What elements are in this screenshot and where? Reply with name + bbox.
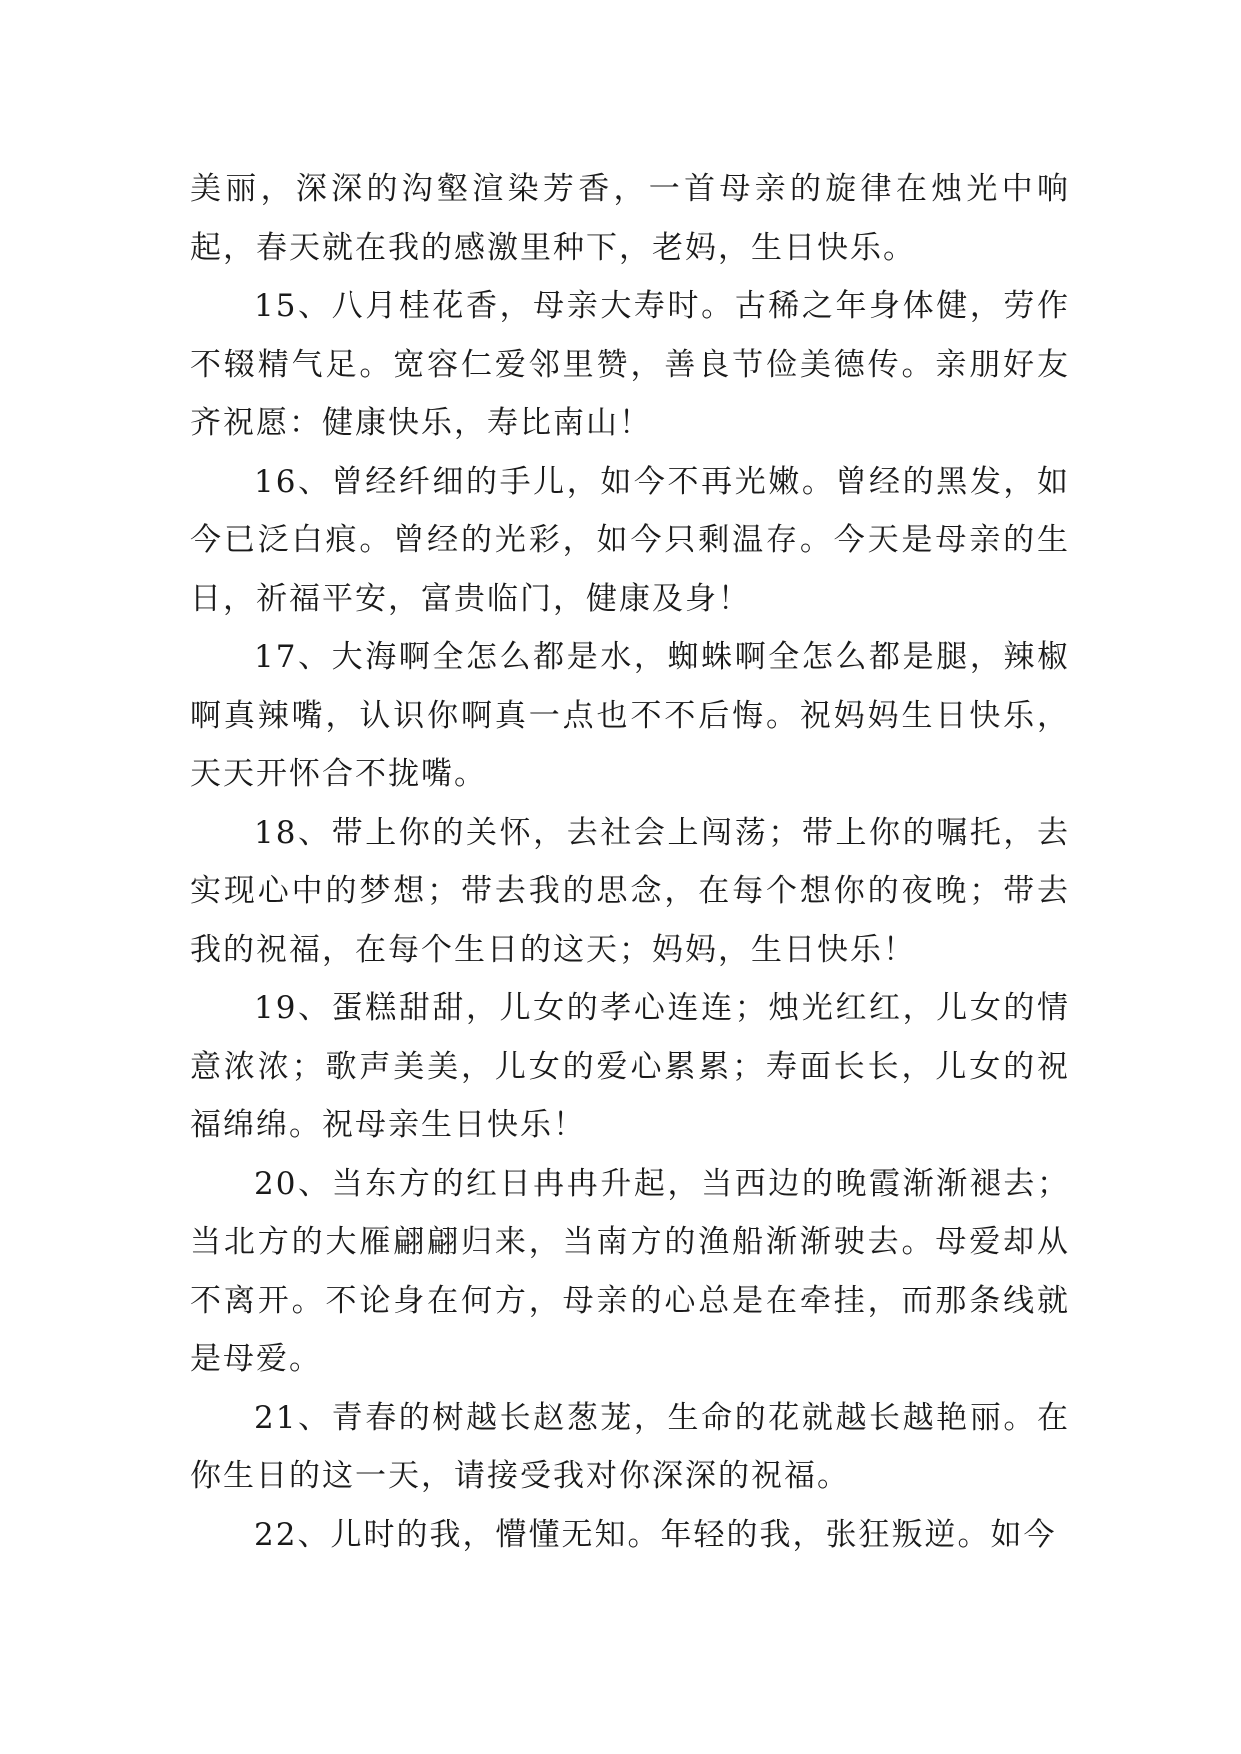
paragraph-18: 18、带上你的关怀，去社会上闯荡；带上你的嘱托，去实现心中的梦想；带去我的思念，在每个想你的夜晚；带去我的祝福，在每个生日的这天；妈妈，生日快乐！	[190, 814, 1070, 968]
paragraph-16: 16、曾经纤细的手儿，如今不再光嫩。曾经的黑发，如今已泛白痕。曾经的光彩，如今只剩温存。今天是母亲的生日，祈福平安，富贵临门，健康及身！	[190, 463, 1070, 617]
paragraph-17: 17、大海啊全怎么都是水，蜘蛛啊全怎么都是腿，辣椒啊真辣嘴，认识你啊真一点也不不后悔。祝妈妈生日快乐，天天开怀合不拢嘴。	[190, 639, 1070, 792]
paragraph-15: 15、八月桂花香，母亲大寿时。古稀之年身体健，劳作不辍精气足。宽容仁爱邻里赞，善良节俭美德传。亲朋好友齐祝愿：健康快乐，寿比南山！	[190, 288, 1070, 441]
document-body	[190, 160, 1070, 1564]
paragraph-21: 21、青春的树越长赵葱茏，生命的花就越长越艳丽。在你生日的这一天，请接受我对你深深的祝福。	[190, 1399, 1070, 1494]
paragraph-20: 20、当东方的红日冉冉升起，当西边的晚霞渐渐褪去；当北方的大雁翩翩归来，当南方的渔船渐渐驶去。母爱却从不离开。不论身在何方，母亲的心总是在牵挂，而那条线就是母爱。	[190, 1165, 1070, 1377]
paragraph-19: 19、蛋糕甜甜，儿女的孝心连连；烛光红红，儿女的情意浓浓；歌声美美，儿女的爱心累累；寿面长长，儿女的祝福绵绵。祝母亲生日快乐！	[190, 990, 1070, 1143]
paragraph-continuation: 美丽，深深的沟壑渲染芳香，一首母亲的旋律在烛光中响起，春天就在我的感激里种下，老妈，生日快乐。	[190, 171, 1070, 266]
paragraph-22: 22、儿时的我，懵懂无知。年轻的我，张狂叛逆。如今	[254, 1516, 1057, 1553]
